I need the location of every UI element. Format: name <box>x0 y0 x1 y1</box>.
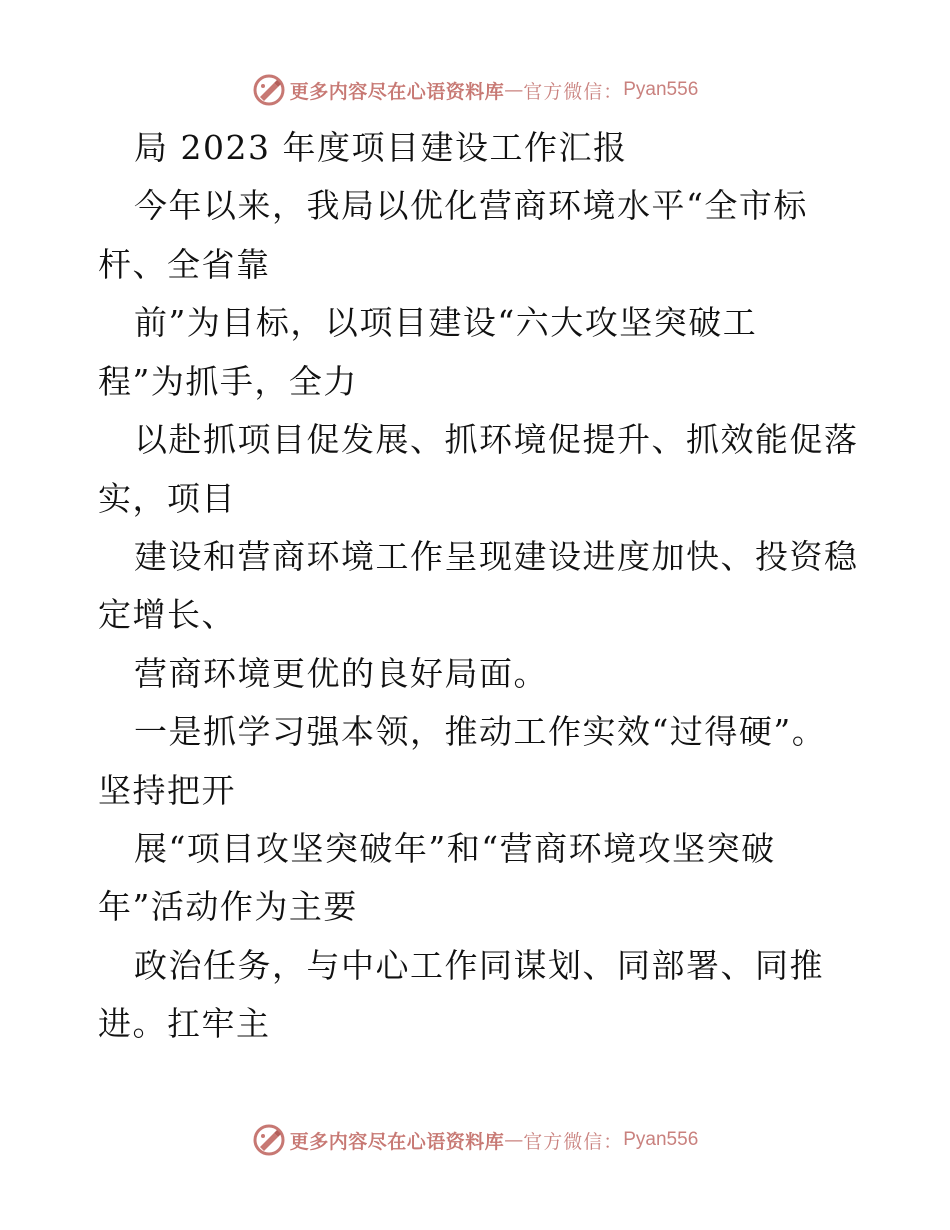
text-line: 展“项目攻坚突破年”和“营商环境攻坚突破 <box>134 829 776 868</box>
text-line: 一是抓学习强本领，推动工作实效“过得硬”。 <box>134 712 827 751</box>
watermark-banner-bottom <box>0 1120 950 1160</box>
text-line: 实，项目 <box>98 479 236 518</box>
watermark-id: Pyan556 <box>623 1129 699 1150</box>
text-line: 建设和营商环境工作呈现建设进度加快、投资稳 <box>134 537 859 576</box>
watermark-main-text: 更多内容尽在心语资料库 <box>289 80 505 103</box>
watermark-sub-text: 官方微信： <box>523 1130 624 1153</box>
text-line: 年”活动作为主要 <box>98 887 358 926</box>
text-line: 坚持把开 <box>98 771 236 810</box>
watermark-main-text: 更多内容尽在心语资料库 <box>289 1130 505 1153</box>
text-line: 营商环境更优的良好局面。 <box>134 654 548 693</box>
watermark-separator: — <box>504 79 524 101</box>
text-line: 程”为抓手，全力 <box>98 362 358 401</box>
text-line: 以赴抓项目促发展、抓环境促提升、抓效能促落 <box>134 420 859 459</box>
text-line: 前”为目标，以项目建设“六大攻坚突破工 <box>134 303 758 342</box>
text-line: 政治任务，与中心工作同谋划、同部署、同推 <box>134 946 824 985</box>
text-line: 杆、全省靠 <box>98 245 271 284</box>
document-title: 局 2023 年度项目建设工作汇报 <box>134 128 628 167</box>
watermark-separator: — <box>504 1129 524 1151</box>
watermark-id: Pyan556 <box>623 79 699 100</box>
text-line: 今年以来，我局以优化营商环境水平“全市标 <box>134 186 808 225</box>
shield-pen-icon <box>252 1123 286 1157</box>
text-line: 进。扛牢主 <box>98 1004 271 1043</box>
watermark-sub-text: 官方微信： <box>523 80 624 103</box>
text-line: 定增长、 <box>98 595 236 634</box>
